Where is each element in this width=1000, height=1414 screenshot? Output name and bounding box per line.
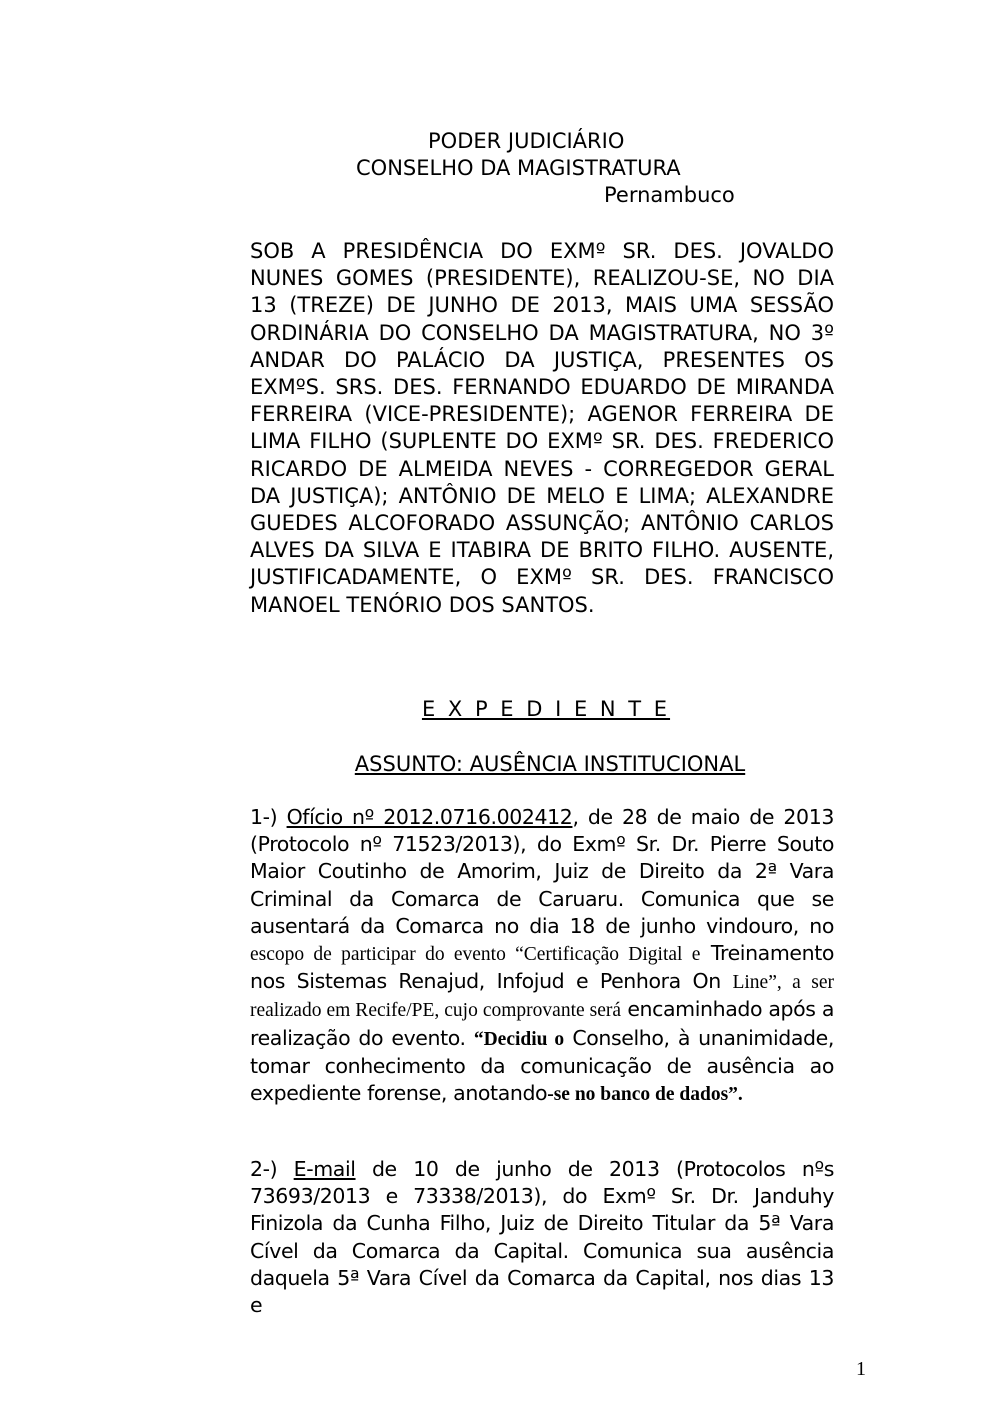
item-text-serif: escopo de participar do evento “Certificação Digital e	[250, 944, 701, 966]
item-text: Treinamento nos Sistemas Renajud, Infojud e Penhora On	[250, 941, 834, 994]
item-text-serif: Line”, a ser realizado em Recife/PE, cujo comprovante será	[250, 972, 834, 1022]
header-institution: PODER JUDICIÁRIO	[428, 129, 625, 153]
document-header	[250, 128, 834, 209]
item-text: encaminhado após a realização do evento.	[250, 997, 835, 1050]
subject-heading	[250, 752, 834, 776]
item-number: 1-)	[250, 805, 287, 829]
item-number: 2-)	[250, 1157, 294, 1181]
header-state: Pernambuco	[604, 183, 735, 207]
session-intro-paragraph: SOB A PRESIDÊNCIA DO EXMº SR. DES. JOVALDO NUNES GOMES (PRESIDENTE), REALIZOU-SE, NO DIA 13 (TREZE) DE JUNHO DE 2013, MAIS UMA SESSÃO ORDINÁRIA DO CONSELHO DA MAGISTRATURA, NO 3º ANDAR DO PALÁCIO DA JUSTIÇA, PRESENTES OS EXMºS. SRS. DES. FERNANDO EDUARDO DE MIRANDA FERREIRA (VICE-PRESIDENTE); AGENOR FERREIRA DE LIMA FILHO (SUPLENTE DO EXMº SR. DES. FREDERICO RICARDO DE ALMEIDA NEVES - CORREGEDOR GERAL DA JUSTIÇA); ANTÔNIO DE MELO E LIMA; ALEXANDRE GUEDES ALCOFORADO ASSUNÇÃO; ANTÔNIO CARLOS ALVES DA SILVA E ITABIRA DE BRITO FILHO. AUSENTE, JUSTIFICADAMENTE, O EXMº SR. DES. FRANCISCO MANOEL TENÓRIO DOS SANTOS.	[250, 239, 834, 617]
agenda-item-2	[250, 1156, 834, 1319]
item-text: Conselho, à unanimidade, tomar conhecimento da comunicação de ausência ao expediente forense, anotando	[250, 1025, 834, 1106]
subject-heading-text: ASSUNTO: AUSÊNCIA INSTITUCIONAL	[354, 752, 746, 776]
header-council: CONSELHO DA MAGISTRATURA	[356, 156, 681, 180]
item-document-reference: E-mail	[293, 1157, 356, 1181]
item-text: , de 28 de maio de 2013 (Protocolo nº 71523/2013), do Exmº Sr. Dr. Pierre Souto Maior Coutinho de Amorim, Juiz de Direito da 2ª Vara Criminal da Comarca de Caruaru. Comunica que se ausentará da Comarca no dia 18 de junho vindouro, no	[250, 805, 834, 938]
agenda-item-1	[250, 804, 834, 1108]
page-number: 1	[856, 1358, 866, 1380]
item-text: de 10 de junho de 2013 (Protocolos nºs 73693/2013 e 73338/2013), do Exmº Sr. Dr. Janduhy Finizola da Cunha Filho, Juiz de Direito Titular da 5ª Vara Cível da Comarca da Capital. Comunica sua ausência daquela 5ª Vara Cível da Comarca da Capital, nos dias 13 e	[250, 1157, 834, 1318]
item-decision-bold: -se no banco de dados”.	[547, 1084, 743, 1106]
expediente-heading	[250, 697, 834, 721]
item-document-reference: Ofício nº 2012.0716.002412	[286, 805, 573, 829]
item-decision-bold: “Decidiu o	[473, 1028, 565, 1050]
expediente-heading-text: E X P E D I E N T E	[421, 697, 671, 721]
